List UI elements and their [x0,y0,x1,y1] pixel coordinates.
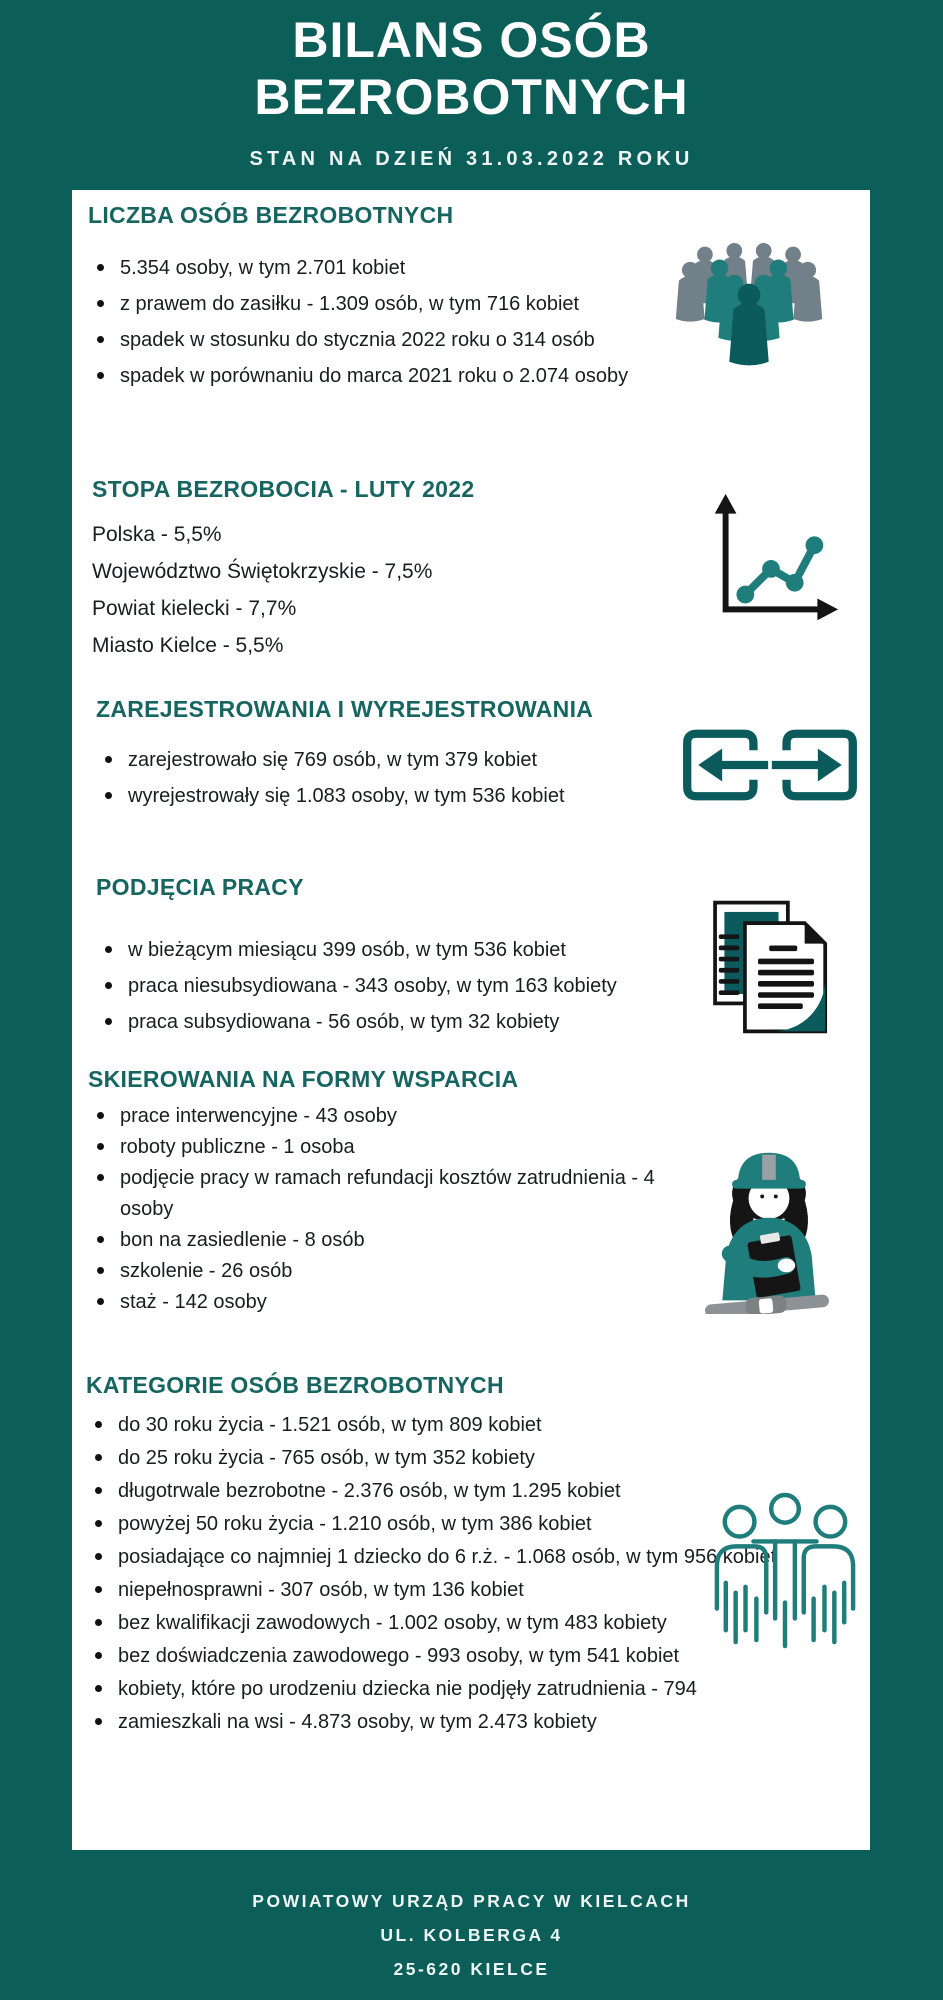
section-skierowania [88,1066,663,1318]
list-item: 5.354 osoby, w tym 2.701 kobiet [88,252,668,284]
list-item: Miasto Kielce - 5,5% [92,634,284,657]
content-card [72,190,870,1850]
list-item: bon na zasiedlenie - 8 osób [88,1225,663,1256]
bullet-list [88,252,668,392]
section-liczba-osob [88,202,668,396]
list-item: powyżej 50 roku życia - 1.210 osób, w tym 386 kobiet [86,1508,791,1541]
bullet-list [96,934,676,1038]
list-item: praca subsydiowana - 56 osób, w tym 32 kobiety [96,1006,676,1038]
section-heading: STOPA BEZROBOCIA - LUTY 2022 [92,476,475,502]
plain-list [92,516,672,664]
list-item: staż - 142 osoby [88,1287,663,1318]
bullet-list [86,1409,791,1739]
list-item: w bieżącym miesiącu 399 osób, w tym 536 kobiet [96,934,676,966]
footer-address [0,1884,943,1986]
list-item: Powiat kielecki - 7,7% [92,597,297,620]
page-title [0,12,943,126]
list-item: posiadające co najmniej 1 dziecko do 6 r.ż. - 1.068 osób, w tym 956 kobiet [86,1541,791,1574]
header [0,12,943,171]
section-heading: PODJĘCIA PRACY [96,874,304,900]
list-item: z prawem do zasiłku - 1.309 osób, w tym 716 kobiet [88,288,668,320]
section-stopa-bezrobocia [92,476,672,664]
documents-icon [702,896,842,1038]
in-out-arrows-icon [678,726,862,804]
list-item: spadek w stosunku do stycznia 2022 roku o 314 osób [88,324,668,356]
list-item: kobiety, które po urodzeniu dziecka nie podjęły zatrudnienia - 794 [86,1673,791,1706]
list-item: zarejestrowało się 769 osób, w tym 379 kobiet [96,744,656,776]
page-title-line1: BILANS OSÓB [292,12,651,68]
line-chart-icon [696,488,844,636]
footer-line: POWIATOWY URZĄD PRACY W KIELCACH [252,1891,691,1911]
section-podjecia-pracy [96,874,676,1042]
page-title-line2: BEZROBOTNYCH [254,69,689,125]
section-heading: SKIEROWANIA NA FORMY WSPARCIA [88,1066,519,1092]
list-item: Województwo Świętokrzyskie - 7,5% [92,560,433,583]
section-heading: ZAREJESTROWANIA I WYREJESTROWANIA [96,696,594,722]
worker-illustration [684,1108,852,1314]
section-heading: LICZBA OSÓB BEZROBOTNYCH [88,202,454,228]
list-item: szkolenie - 26 osób [88,1256,663,1287]
list-item: Polska - 5,5% [92,523,222,546]
people-group-icon [670,236,828,386]
footer-line: UL. KOLBERGA 4 [380,1925,563,1945]
list-item: bez kwalifikacji zawodowych - 1.002 osoby, w tym 483 kobiety [86,1607,791,1640]
bullet-list [96,744,656,812]
list-item: podjęcie pracy w ramach refundacji kosztów zatrudnienia - 4 osoby [88,1163,663,1225]
section-zarejestrowania [96,696,656,816]
list-item: niepełnosprawni - 307 osób, w tym 136 kobiet [86,1574,791,1607]
list-item: długotrwale bezrobotne - 2.376 osób, w tym 1.295 kobiet [86,1475,791,1508]
list-item: zamieszkali na wsi - 4.873 osoby, w tym 2.473 kobiety [86,1706,791,1739]
people-outline-icon [710,1492,860,1652]
list-item: prace interwencyjne - 43 osoby [88,1101,663,1132]
bullet-list [88,1101,663,1318]
list-item: spadek w porównaniu do marca 2021 roku o 2.074 osoby [88,360,668,392]
list-item: do 25 roku życia - 765 osób, w tym 352 kobiety [86,1442,791,1475]
list-item: bez doświadczenia zawodowego - 993 osoby, w tym 541 kobiet [86,1640,791,1673]
section-heading: KATEGORIE OSÓB BEZROBOTNYCH [86,1372,504,1398]
list-item: roboty publiczne - 1 osoba [88,1132,663,1163]
list-item: praca niesubsydiowana - 343 osoby, w tym 163 kobiety [96,970,676,1002]
section-kategorie [86,1372,791,1739]
footer-line: 25-620 KIELCE [393,1959,550,1979]
list-item: wyrejestrowały się 1.083 osoby, w tym 536 kobiet [96,780,656,812]
list-item: do 30 roku życia - 1.521 osób, w tym 809 kobiet [86,1409,791,1442]
page-subtitle: STAN NA DZIEŃ 31.03.2022 ROKU [249,148,694,170]
